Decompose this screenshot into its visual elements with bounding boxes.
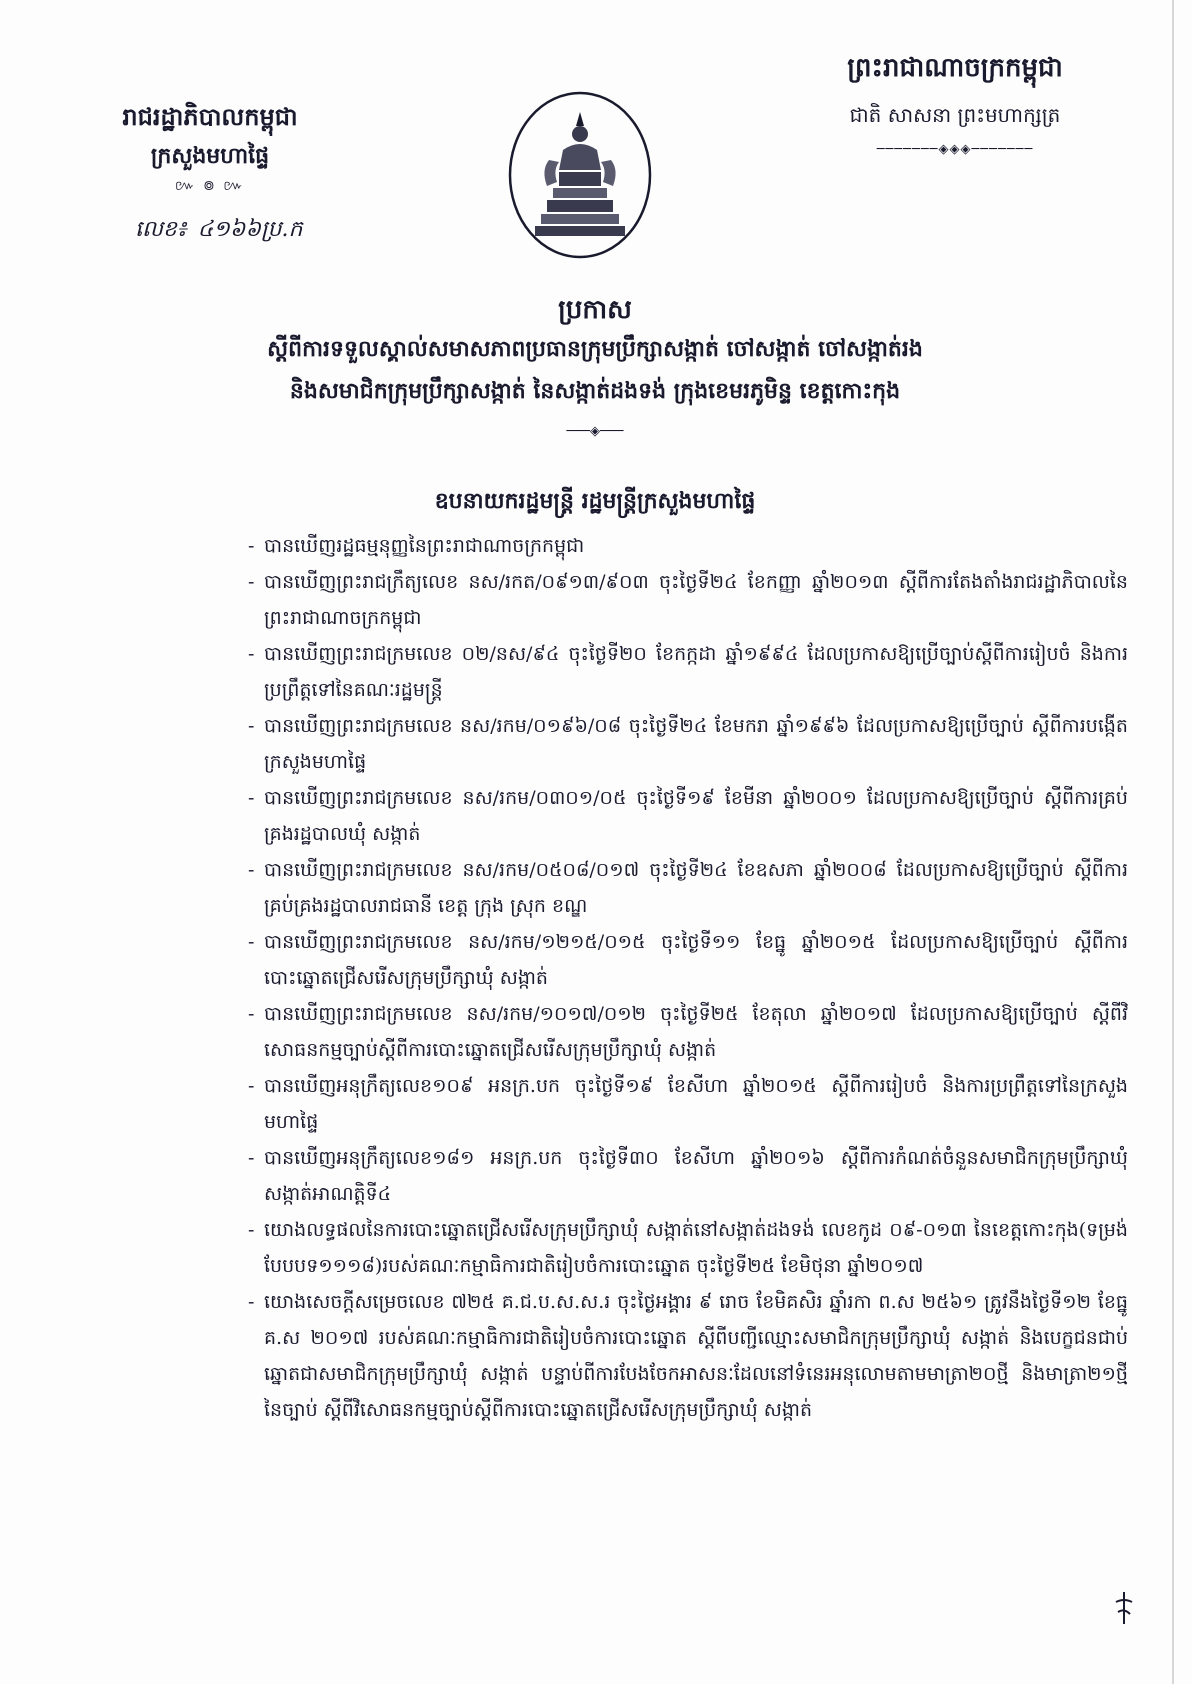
- national-motto: ជាតិ សាសនា ព្រះមហាក្សត្រ: [849, 103, 1061, 127]
- scan-edge: [1172, 0, 1174, 1684]
- consideration-item: - បានឃើញអនុក្រឹត្យលេខ១៨១ អនក្រ.បក ចុះថ្ងៃទី៣០ ខែសីហា ឆ្នាំ២០១៦ ស្តីពីការកំណត់ចំនួនសមាជិកក្រុមប្រឹក្សាឃុំ សង្កាត់អាណត្តិទី៤: [248, 1140, 1128, 1212]
- ministry-name: ក្រសួងមហាផ្ទៃ: [150, 143, 270, 169]
- consideration-item: - បានឃើញព្រះរាជក្រមលេខ នស/រកម/០៥០៨/០១៧ ចុះថ្ងៃទី២៤ ខែឧសភា ឆ្នាំ២០០៨ ដែលប្រកាសឱ្យប្រើច្បាប់ ស្តីពីការគ្រប់គ្រងរដ្ឋបាលរាជធានី ខេត្ត ក្រុង ស្រុក ខណ្ឌ: [248, 852, 1128, 924]
- title-block: [120, 292, 1070, 439]
- consideration-item: - បានឃើញព្រះរាជក្រមលេខ នស/រកម/០៣០១/០៥ ចុះថ្ងៃទី១៩ ខែមីនា ឆ្នាំ២០០១ ដែលប្រកាសឱ្យប្រើច្បាប់ ស្តីពីការគ្រប់គ្រងរដ្ឋបាលឃុំ សង្កាត់: [248, 780, 1128, 852]
- divider-ornament: ───◈───: [566, 424, 624, 439]
- issuer-title: ឧបនាយករដ្ឋមន្រ្តី រដ្ឋមន្រ្តីក្រសួងមហាផ្ទៃ: [434, 488, 756, 514]
- government-name: រាជរដ្ឋាភិបាលកម្ពុជា: [122, 102, 298, 131]
- consideration-item: - បានឃើញព្រះរាជក្រមលេខ នស/រកម/១២១៥/០១៥ ចុះថ្ងៃទី១១ ខែធ្នូ ឆ្នាំ២០១៥ ដែលប្រកាសឱ្យប្រើច្បាប់ ស្តីពីការបោះឆ្នោតជ្រើសរើសក្រុមប្រឹក្សាឃុំ សង្កាត់: [248, 924, 1128, 996]
- reference-value: ៤១៦៦ប្រ.ក: [197, 217, 303, 242]
- considerations-list: [248, 528, 1128, 1428]
- kingdom-header: [790, 50, 1120, 157]
- reference-label: លេខ៖: [135, 217, 187, 242]
- initial-signature-mark: [1112, 1590, 1136, 1626]
- subject-line-2: និងសមាជិកក្រុមប្រឹក្សាសង្កាត់ នៃសង្កាត់ដងទង់ ក្រុងខេមរភូមិន្ទ ខេត្តកោះកុង: [289, 378, 901, 404]
- issuing-authority-block: [90, 100, 330, 197]
- ornament: ───────◈◈◈───────: [876, 142, 1034, 157]
- royal-emblem-icon: [505, 90, 655, 260]
- consideration-item: - បានឃើញព្រះរាជក្រឹត្យលេខ នស/រកត/០៩១៣/៩០៣ ចុះថ្ងៃទី២៤ ខែកញ្ញា ឆ្នាំ២០១៣ ស្តីពីការតែងតាំងរាជរដ្ឋាភិបាលនៃព្រះរាជាណាចក្រកម្ពុជា: [248, 564, 1128, 636]
- consideration-item: - យោងសេចក្តីសម្រេចលេខ ៧២៥ គ.ជ.ប.ស.ស.រ ចុះថ្ងៃអង្គារ ៩ រោច ខែមិគសិរ ឆ្នាំរកា ព.ស ២៥៦១ ត្រូវនឹងថ្ងៃទី១២ ខែធ្នូ គ.ស ២០១៧ របស់គណៈកម្មាធិការជាតិរៀបចំការបោះឆ្នោត ស្តីពីបញ្ជីឈ្មោះសមាជិកក្រុមប្រឹក្សាឃុំ សង្កាត់ និងបេក្ខជនជាប់ឆ្នោតជាសមាជិកក្រុមប្រឹក្សាឃុំ សង្កាត់ បន្ទាប់ពីការបែងចែកអាសនៈដែលនៅទំនេរអនុលោមតាមមាត្រា២០ថ្មី និងមាត្រា២១ថ្មី នៃច្បាប់ ស្តីពីវិសោធនកម្មច្បាប់ស្តីពីការបោះឆ្នោតជ្រើសរើសក្រុមប្រឹក្សាឃុំ សង្កាត់: [248, 1284, 1128, 1428]
- consideration-item: - បានឃើញរដ្ឋធម្មនុញ្ញនៃព្រះរាជាណាចក្រកម្ពុជា: [248, 528, 1128, 564]
- consideration-item: - យោងលទ្ធផលនៃការបោះឆ្នោតជ្រើសរើសក្រុមប្រឹក្សាឃុំ សង្កាត់នៅសង្កាត់ដងទង់ លេខកូដ ០៩-០១៣ នៃខេត្តកោះកុង(ទម្រង់បែបបទ១១១៨)របស់គណៈកម្មាធិការជាតិរៀបចំការបោះឆ្នោត ចុះថ្ងៃទី២៥ ខែមិថុនា ឆ្នាំ២០១៧: [248, 1212, 1128, 1284]
- consideration-item: - បានឃើញអនុក្រឹត្យលេខ១០៩ អនក្រ.បក ចុះថ្ងៃទី១៩ ខែសីហា ឆ្នាំ២០១៥ ស្តីពីការរៀបចំ និងការប្រព្រឹត្តទៅនៃក្រសួងមហាផ្ទៃ: [248, 1068, 1128, 1140]
- document-type: ប្រកាស: [558, 295, 632, 325]
- consideration-item: - បានឃើញព្រះរាជក្រមលេខ ០២/នស/៩៤ ចុះថ្ងៃទី២០ ខែកក្កដា ឆ្នាំ១៩៩៤ ដែលប្រកាសឱ្យប្រើច្បាប់ស្តីពីការរៀបចំ និងការប្រព្រឹត្តទៅនៃគណៈរដ្ឋមន្ត្រី: [248, 636, 1128, 708]
- consideration-item: - បានឃើញព្រះរាជក្រមលេខ នស/រកម/១០១៧/០១២ ចុះថ្ងៃទី២៥ ខែតុលា ឆ្នាំ២០១៧ ដែលប្រកាសឱ្យប្រើច្បាប់ ស្តីពីវិសោធនកម្មច្បាប់ស្តីពីការបោះឆ្នោតជ្រើសរើសក្រុមប្រឹក្សាឃុំ សង្កាត់: [248, 996, 1128, 1068]
- kingdom-name: ព្រះរាជាណាចក្រកម្ពុជា: [847, 53, 1063, 83]
- consideration-item: - បានឃើញព្រះរាជក្រមលេខ នស/រកម/០១៩៦/០៨ ចុះថ្ងៃទី២៤ ខែមករា ឆ្នាំ១៩៩៦ ដែលប្រកាសឱ្យប្រើច្បាប់ ស្តីពីការបង្កើតក្រសួងមហាផ្ទៃ: [248, 708, 1128, 780]
- ornament: ៚ ៙ ៚: [174, 178, 246, 194]
- reference-number: [135, 215, 302, 247]
- subject-line-1: ស្តីពីការទទួលស្គាល់សមាសភាពប្រធានក្រុមប្រឹក្សាសង្កាត់ ចៅសង្កាត់ ចៅសង្កាត់រង: [267, 336, 923, 362]
